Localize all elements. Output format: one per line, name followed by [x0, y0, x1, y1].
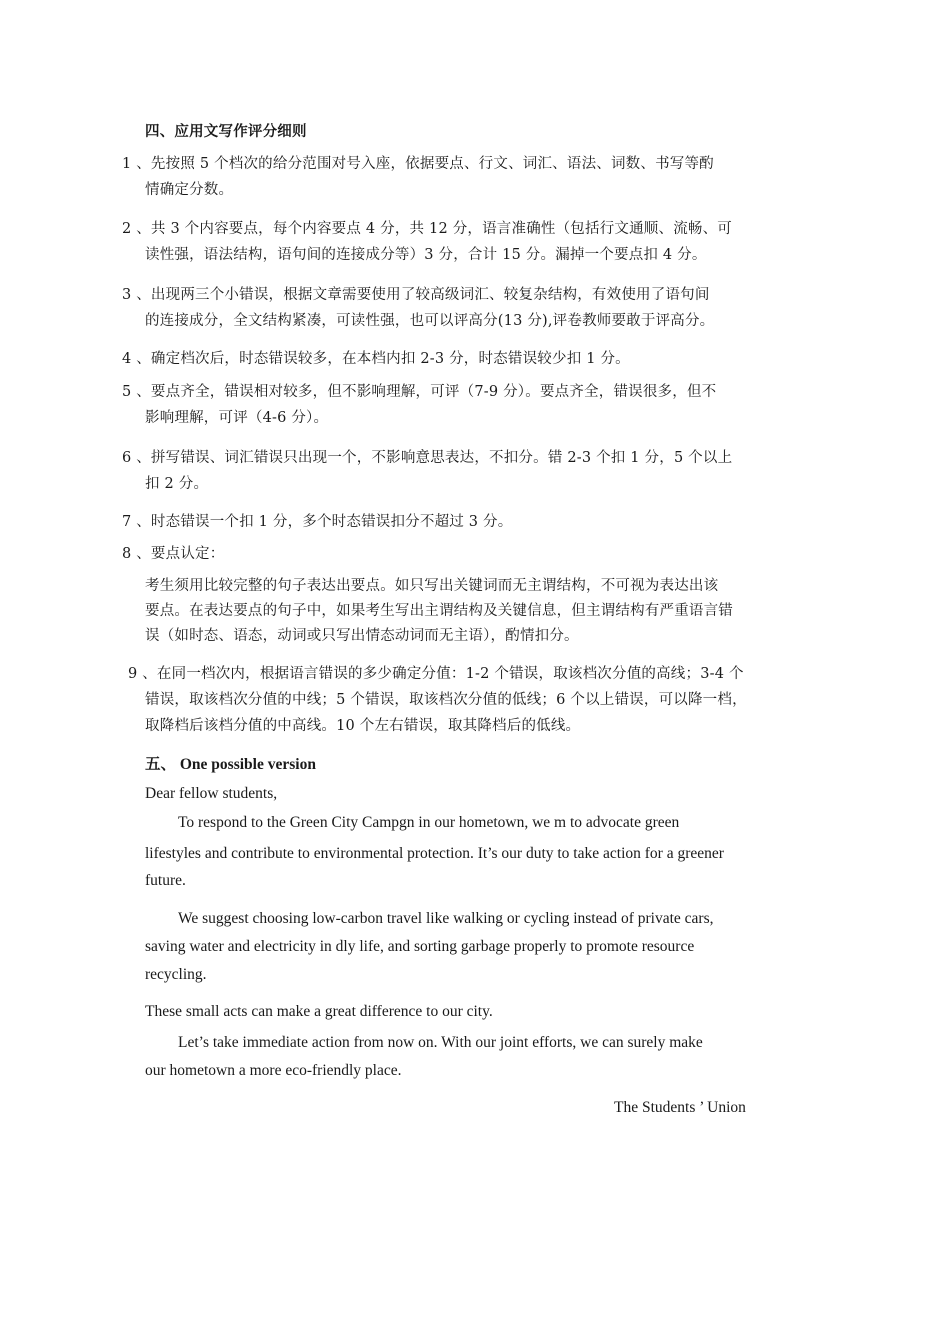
item-line: 要点。在表达要点的句子中，如果考生写出主谓结构及关键信息，但主谓结构有严重语言错: [145, 603, 733, 619]
item-line: 错误，取该档次分值的中线；5 个错误，取该档次分值的低线；6 个以上错误，可以降一档，: [145, 692, 747, 708]
paragraph-line: We suggest choosing low-carbon travel like walking or cycling instead of private cars,: [178, 910, 714, 927]
paragraph-line: lifestyles and contribute to environmental protection. It’s our duty to take action for a greener: [145, 845, 724, 862]
section5-heading: 五、 One possible version: [145, 756, 316, 773]
paragraph-line: Let’s take immediate action from now on. With our joint efforts, we can surely make: [178, 1034, 703, 1051]
item-line: 情确定分数。: [145, 182, 234, 198]
salutation: Dear fellow students,: [145, 785, 278, 802]
item-line: 取降档后该档分值的中高线。10 个左右错误，取其降档后的低线。: [145, 718, 581, 734]
item-line: 读性强，语法结构，语句间的连接成分等）3 分，合计 15 分。漏掉一个要点扣 4 分。: [145, 247, 707, 263]
paragraph-line: To respond to the Green City Campgn in our hometown, we m to advocate green: [178, 814, 680, 831]
item-line: 9 、在同一档次内，根据语言错误的多少确定分值：1-2 个错误，取该档次分值的高线；3-4 个: [128, 666, 744, 682]
item-line: 扣 2 分。: [145, 476, 209, 492]
paragraph-line: our hometown a more eco-friendly place.: [145, 1062, 402, 1079]
item-line: 2 、共 3 个内容要点，每个内容要点 4 分，共 12 分，语言准确性（包括行文通顺、流畅、可: [122, 221, 732, 237]
item-line: 3 、出现两三个小错误，根据文章需要使用了较高级词汇、较复杂结构，有效使用了语句间: [122, 287, 710, 303]
paragraph-line: future.: [145, 872, 186, 889]
item-line: 8 、要点认定：: [122, 546, 225, 562]
signature: The Students ’ Union: [614, 1099, 746, 1116]
item-line: 6 、拼写错误、词汇错误只出现一个，不影响意思表达，不扣分。错 2-3 个扣 1 分，5 个以上: [122, 450, 733, 466]
item-line: 5 、要点齐全，错误相对较多，但不影响理解，可评（7-9 分）。要点齐全，错误很多，但不: [122, 384, 717, 400]
item-line: 考生须用比较完整的句子表达出要点。如只写出关键词而无主谓结构，不可视为表达出该: [145, 578, 719, 594]
item-line: 的连接成分，全文结构紧凑，可读性强，也可以评高分(13 分),评卷教师要敢于评高分。: [145, 313, 715, 329]
paragraph-line: recycling.: [145, 966, 207, 983]
section4-heading: 四、应用文写作评分细则: [145, 123, 307, 140]
item-line: 1 、先按照 5 个档次的给分范围对号入座，依据要点、行文、词汇、语法、词数、书写等酌: [122, 156, 714, 172]
item-line: 误（如时态、语态，动词或只写出情态动词而无主语），酌情扣分。: [145, 628, 579, 644]
item-line: 影响理解，可评（4-6 分）。: [145, 410, 329, 426]
item-line: 7 、时态错误一个扣 1 分，多个时态错误扣分不超过 3 分。: [122, 514, 513, 530]
item-line: 4 、确定档次后，时态错误较多，在本档内扣 2-3 分，时态错误较少扣 1 分。: [122, 351, 630, 367]
paragraph-line: These small acts can make a great difference to our city.: [145, 1003, 493, 1020]
paragraph-line: saving water and electricity in dly life, and sorting garbage properly to promote resource: [145, 938, 695, 955]
